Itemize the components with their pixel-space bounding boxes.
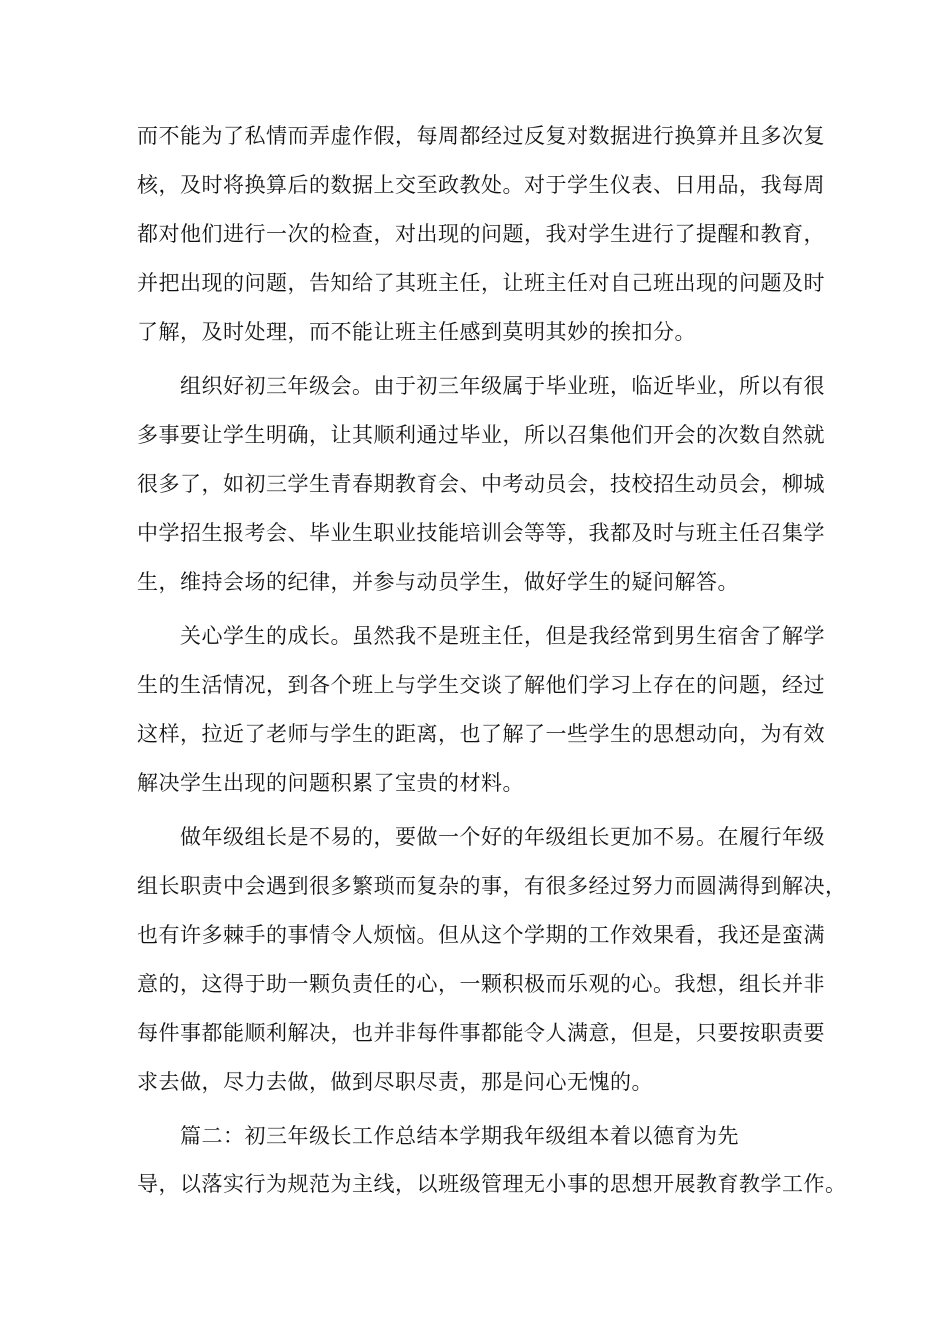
text-line: 多事要让学生明确，让其顺利通过毕业，所以召集他们开会的次数自然就 <box>137 423 825 447</box>
paragraph-first-line: 篇二：初三年级长工作总结本学期我年级组本着以德育为先 <box>180 1124 739 1148</box>
text-line: 求去做，尽力去做，做到尽职尽责，那是问心无愧的。 <box>137 1070 653 1094</box>
text-line: 解决学生出现的问题积累了宝贵的材料。 <box>137 771 524 795</box>
text-line: 生的生活情况，到各个班上与学生交谈了解他们学习上存在的问题，经过 <box>137 673 825 697</box>
text-line: 都对他们进行一次的检查，对出现的问题，我对学生进行了提醒和教育， <box>137 222 825 246</box>
paragraph-first-line: 做年级组长是不易的，要做一个好的年级组长更加不易。在履行年级 <box>180 825 825 849</box>
text-line: 意的，这得于助一颗负责任的心，一颗积极而乐观的心。我想，组长并非 <box>137 972 825 996</box>
paragraph-first-line: 组织好初三年级会。由于初三年级属于毕业班，临近毕业，所以有很 <box>180 374 825 398</box>
text-line: 也有许多棘手的事情令人烦恼。但从这个学期的工作效果看，我还是蛮满 <box>137 923 825 947</box>
text-line: 导，以落实行为规范为主线，以班级管理无小事的思想开展教育教学工作。 <box>137 1172 847 1196</box>
text-line: 很多了，如初三学生青春期教育会、中考动员会，技校招生动员会，柳城 <box>137 472 825 496</box>
paragraph-first-line: 关心学生的成长。虽然我不是班主任，但是我经常到男生宿舍了解学 <box>180 624 825 648</box>
text-line: 而不能为了私情而弄虚作假，每周都经过反复对数据进行换算并且多次复 <box>137 124 825 148</box>
text-line: 并把出现的问题，告知给了其班主任，让班主任对自己班出现的问题及时 <box>137 271 825 295</box>
text-line: 组长职责中会遇到很多繁琐而复杂的事，有很多经过努力而圆满得到解决， <box>137 874 847 898</box>
text-line: 这样，拉近了老师与学生的距离，也了解了一些学生的思想动向，为有效 <box>137 722 825 746</box>
text-line: 中学招生报考会、毕业生职业技能培训会等等，我都及时与班主任召集学 <box>137 521 825 545</box>
text-line: 每件事都能顺利解决，也并非每件事都能令人满意，但是，只要按职责要 <box>137 1021 825 1045</box>
text-line: 了解，及时处理，而不能让班主任感到莫明其妙的挨扣分。 <box>137 320 696 344</box>
text-line: 生，维持会场的纪律，并参与动员学生，做好学生的疑问解答。 <box>137 570 739 594</box>
text-line: 核，及时将换算后的数据上交至政教处。对于学生仪表、日用品，我每周 <box>137 173 825 197</box>
